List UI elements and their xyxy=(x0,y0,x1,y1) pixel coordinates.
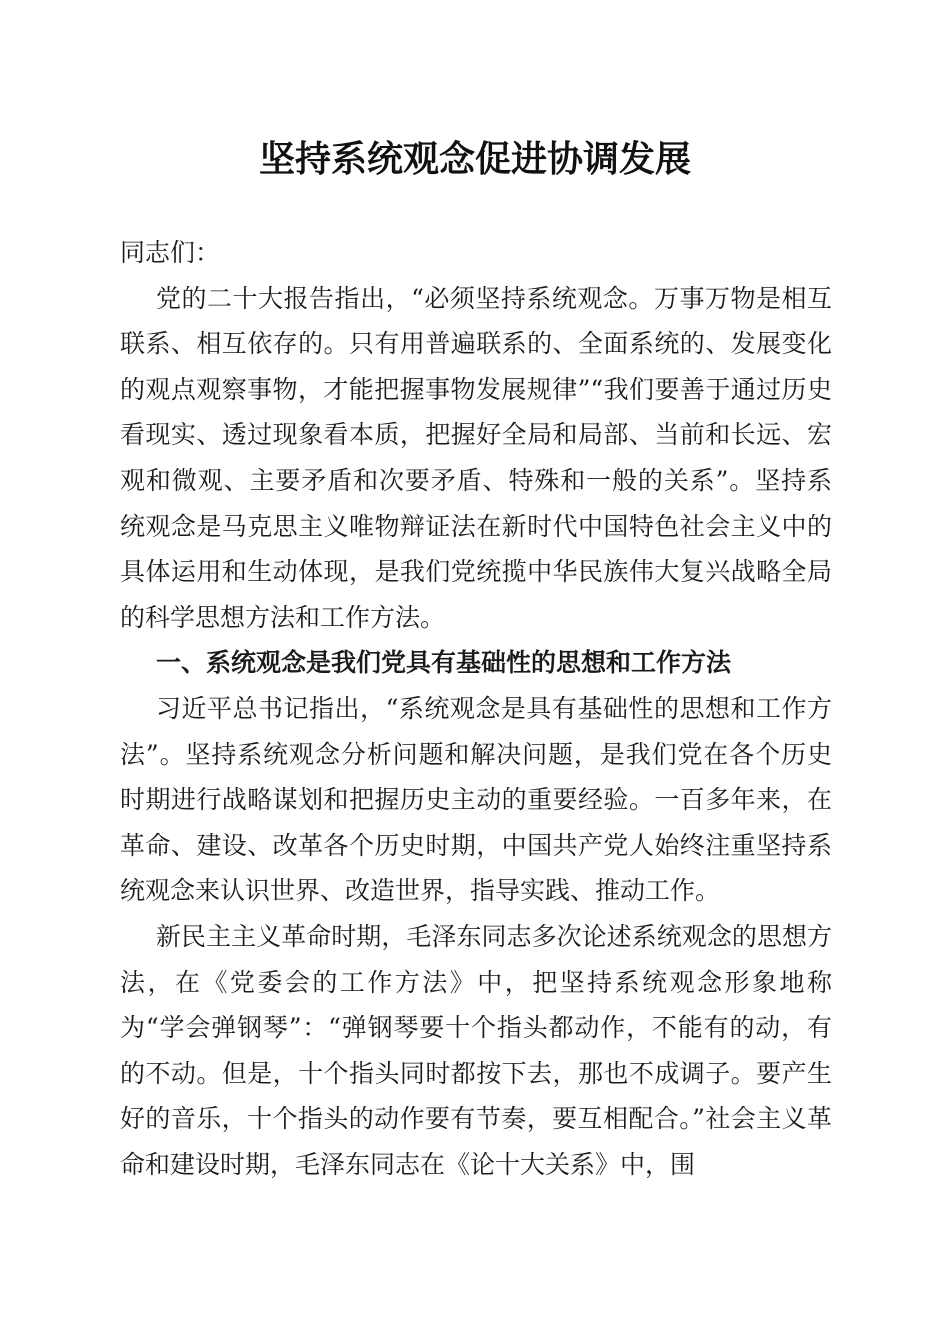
section-heading: 一、系统观念是我们党具有基础性的思想和工作方法 xyxy=(156,648,732,678)
intro-paragraph: 党的二十大报告指出，“必须坚持系统观念。万事万物是相互联系、相互依存的。只有用普遍联系的、全面系统的、发展变化的观点观察事物，才能把握事物发展规律”“我们要善于通过历史看现实、透过现象看本质，把握好全局和局部、当前和长远、宏观和微观、主要矛盾和次要矛盾、特殊和一般的关系”。坚持系统观念是马克思主义唯物辩证法在新时代中国特色社会主义中的具体运用和生动体现，是我们党统揽中华民族伟大复兴战略全局的科学思想方法和工作方法。 xyxy=(120,283,832,632)
section-paragraph: 习近平总书记指出，“系统观念是具有基础性的思想和工作方法”。坚持系统观念分析问题和解决问题，是我们党在各个历史时期进行战略谋划和把握历史主动的重要经验。一百多年来，在革命、建设、改革各个历史时期，中国共产党人始终注重坚持系统观念来认识世界、改造世界，指导实践、推动工作。 xyxy=(120,693,832,906)
document-body xyxy=(120,230,832,1187)
section-paragraph: 新民主主义革命时期，毛泽东同志多次论述系统观念的思想方法，在《党委会的工作方法》中，把坚持系统观念形象地称为“学会弹钢琴”：“弹钢琴要十个指头都动作，不能有的动，有的不动。但是，十个指头同时都按下去，那也不成调子。要产生好的音乐，十个指头的动作要有节奏，要互相配合。”社会主义革命和建设时期，毛泽东同志在《论十大关系》中，围 xyxy=(120,921,832,1179)
document-title: 坚持系统观念促进协调发展 xyxy=(258,138,691,180)
salutation: 同志们： xyxy=(120,238,221,267)
